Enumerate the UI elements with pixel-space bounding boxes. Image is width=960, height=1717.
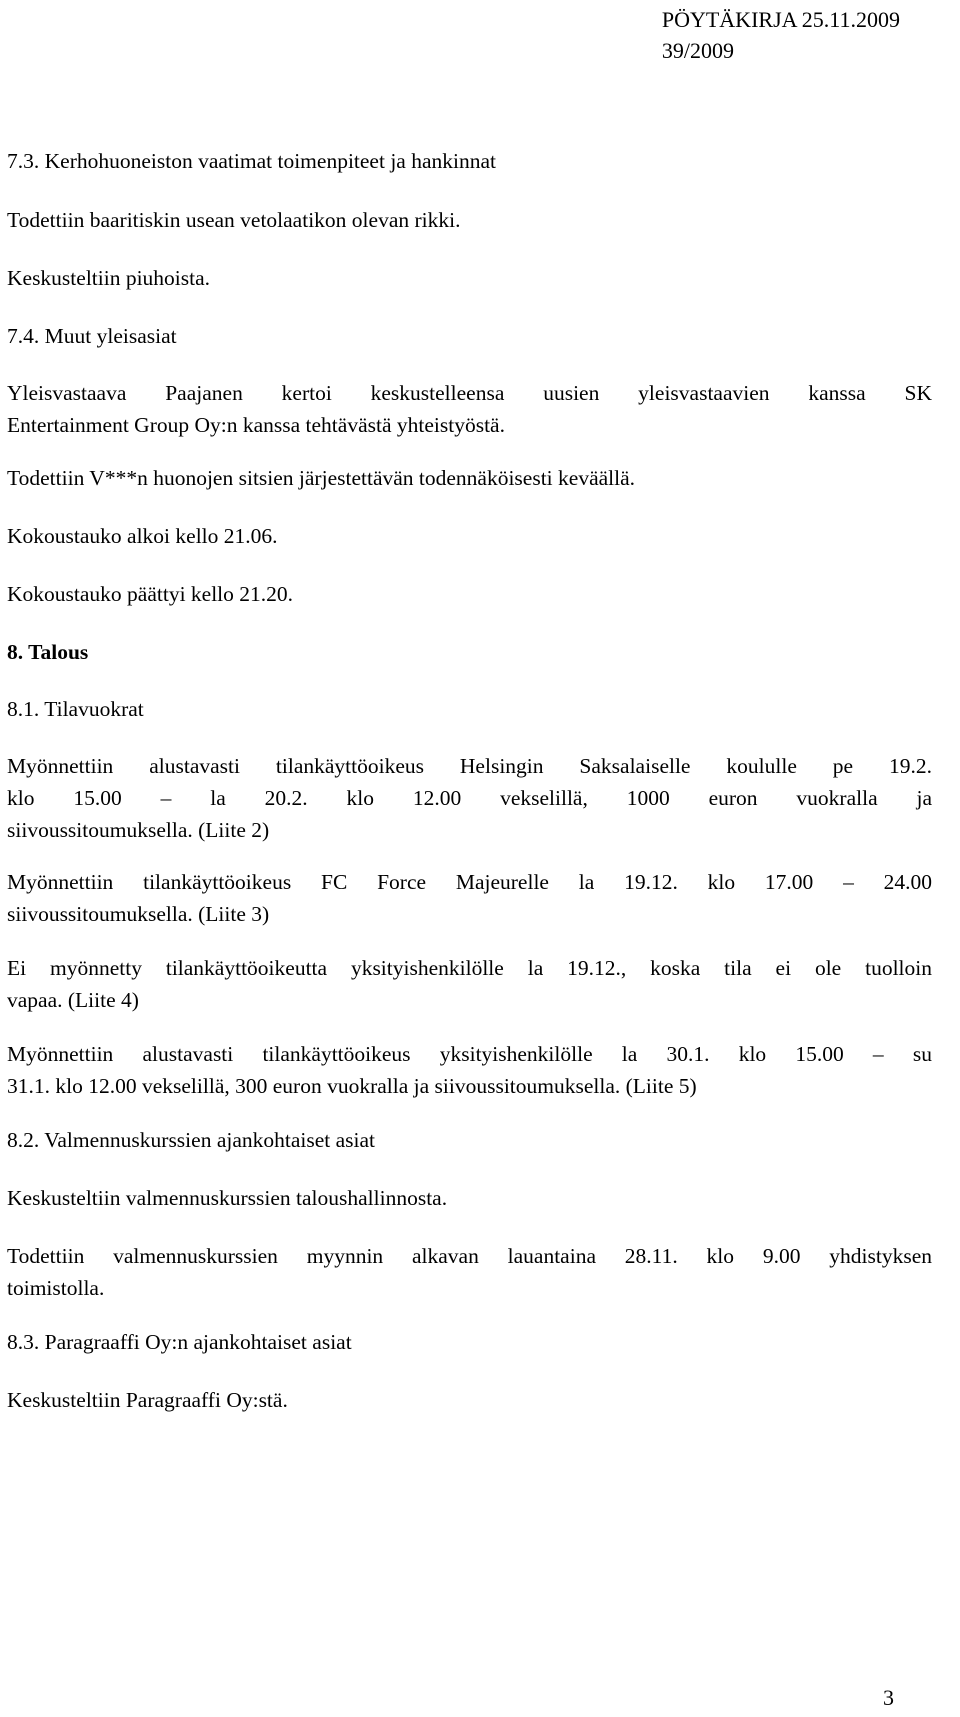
paragraph-line: Yleisvastaava Paajanen kertoi keskustelleensa uusien yleisvastaavien kanssa SK bbox=[7, 381, 932, 405]
paragraph-line: Entertainment Group Oy:n kanssa tehtävästä yhteistyöstä. bbox=[7, 413, 505, 437]
section-8-3-heading: 8.3. Paragraaffi Oy:n ajankohtaiset asiat bbox=[7, 1330, 352, 1354]
paragraph-line: Myönnettiin tilankäyttöoikeus FC Force Majeurelle la 19.12. klo 17.00 – 24.00 bbox=[7, 870, 932, 894]
paragraph-break-start: Kokoustauko alkoi kello 21.06. bbox=[7, 524, 278, 548]
paragraph-sitsit: Todettiin V***n huonojen sitsien järjestettävän todennäköisesti keväällä. bbox=[7, 466, 636, 490]
paragraph-rental-school bbox=[7, 750, 932, 846]
paragraph-line: Ei myönnetty tilankäyttöoikeutta yksityishenkilölle la 19.12., koska tila ei ole tuolloin bbox=[7, 956, 932, 980]
paragraph-rental-denied bbox=[7, 952, 932, 1016]
paragraph-line: Myönnettiin alustavasti tilankäyttöoikeus Helsingin Saksalaiselle koululle pe 19.2. bbox=[7, 754, 932, 778]
paragraph-line: 31.1. klo 12.00 vekselillä, 300 euron vuokralla ja siivoussitoumuksella. (Liite 5) bbox=[7, 1074, 697, 1098]
paragraph-courses-sales bbox=[7, 1240, 932, 1304]
section-7-3-heading: 7.3. Kerhohuoneiston vaatimat toimenpiteet ja hankinnat bbox=[7, 149, 496, 173]
paragraph-bar-drawers: Todettiin baaritiskin usean vetolaatikon olevan rikki. bbox=[7, 208, 461, 232]
document-header bbox=[662, 4, 900, 66]
paragraph-line: toimistolla. bbox=[7, 1276, 105, 1300]
section-8-2-heading: 8.2. Valmennuskurssien ajankohtaiset asiat bbox=[7, 1128, 376, 1152]
paragraph-break-end: Kokoustauko päättyi kello 21.20. bbox=[7, 582, 294, 606]
paragraph-cables: Keskusteltiin piuhoista. bbox=[7, 266, 211, 290]
page-number: 3 bbox=[883, 1685, 894, 1710]
paragraph-courses-finance: Keskusteltiin valmennuskurssien taloushallinnosta. bbox=[7, 1186, 448, 1210]
header-title: PÖYTÄKIRJA 25.11.2009 bbox=[661, 7, 900, 32]
paragraph-cooperation bbox=[7, 377, 932, 441]
paragraph-line: Todettiin valmennuskurssien myynnin alkavan lauantaina 28.11. klo 9.00 yhdistyksen bbox=[7, 1244, 932, 1268]
paragraph-rental-private bbox=[7, 1038, 932, 1102]
paragraph-line: klo 15.00 – la 20.2. klo 12.00 vekselillä, 1000 euron vuokralla ja bbox=[7, 786, 932, 810]
section-7-4-heading: 7.4. Muut yleisasiat bbox=[7, 324, 177, 348]
paragraph-line: vapaa. (Liite 4) bbox=[7, 988, 139, 1012]
paragraph-paragraaffi: Keskusteltiin Paragraaffi Oy:stä. bbox=[7, 1388, 288, 1412]
section-8-1-heading: 8.1. Tilavuokrat bbox=[7, 697, 144, 721]
header-doc-number: 39/2009 bbox=[661, 38, 734, 63]
paragraph-line: siivoussitoumuksella. (Liite 2) bbox=[7, 818, 270, 842]
section-8-heading: 8. Talous bbox=[7, 640, 89, 664]
paragraph-rental-fc bbox=[7, 866, 932, 930]
paragraph-line: siivoussitoumuksella. (Liite 3) bbox=[7, 902, 270, 926]
paragraph-line: Myönnettiin alustavasti tilankäyttöoikeus yksityishenkilölle la 30.1. klo 15.00 – su bbox=[7, 1042, 932, 1066]
